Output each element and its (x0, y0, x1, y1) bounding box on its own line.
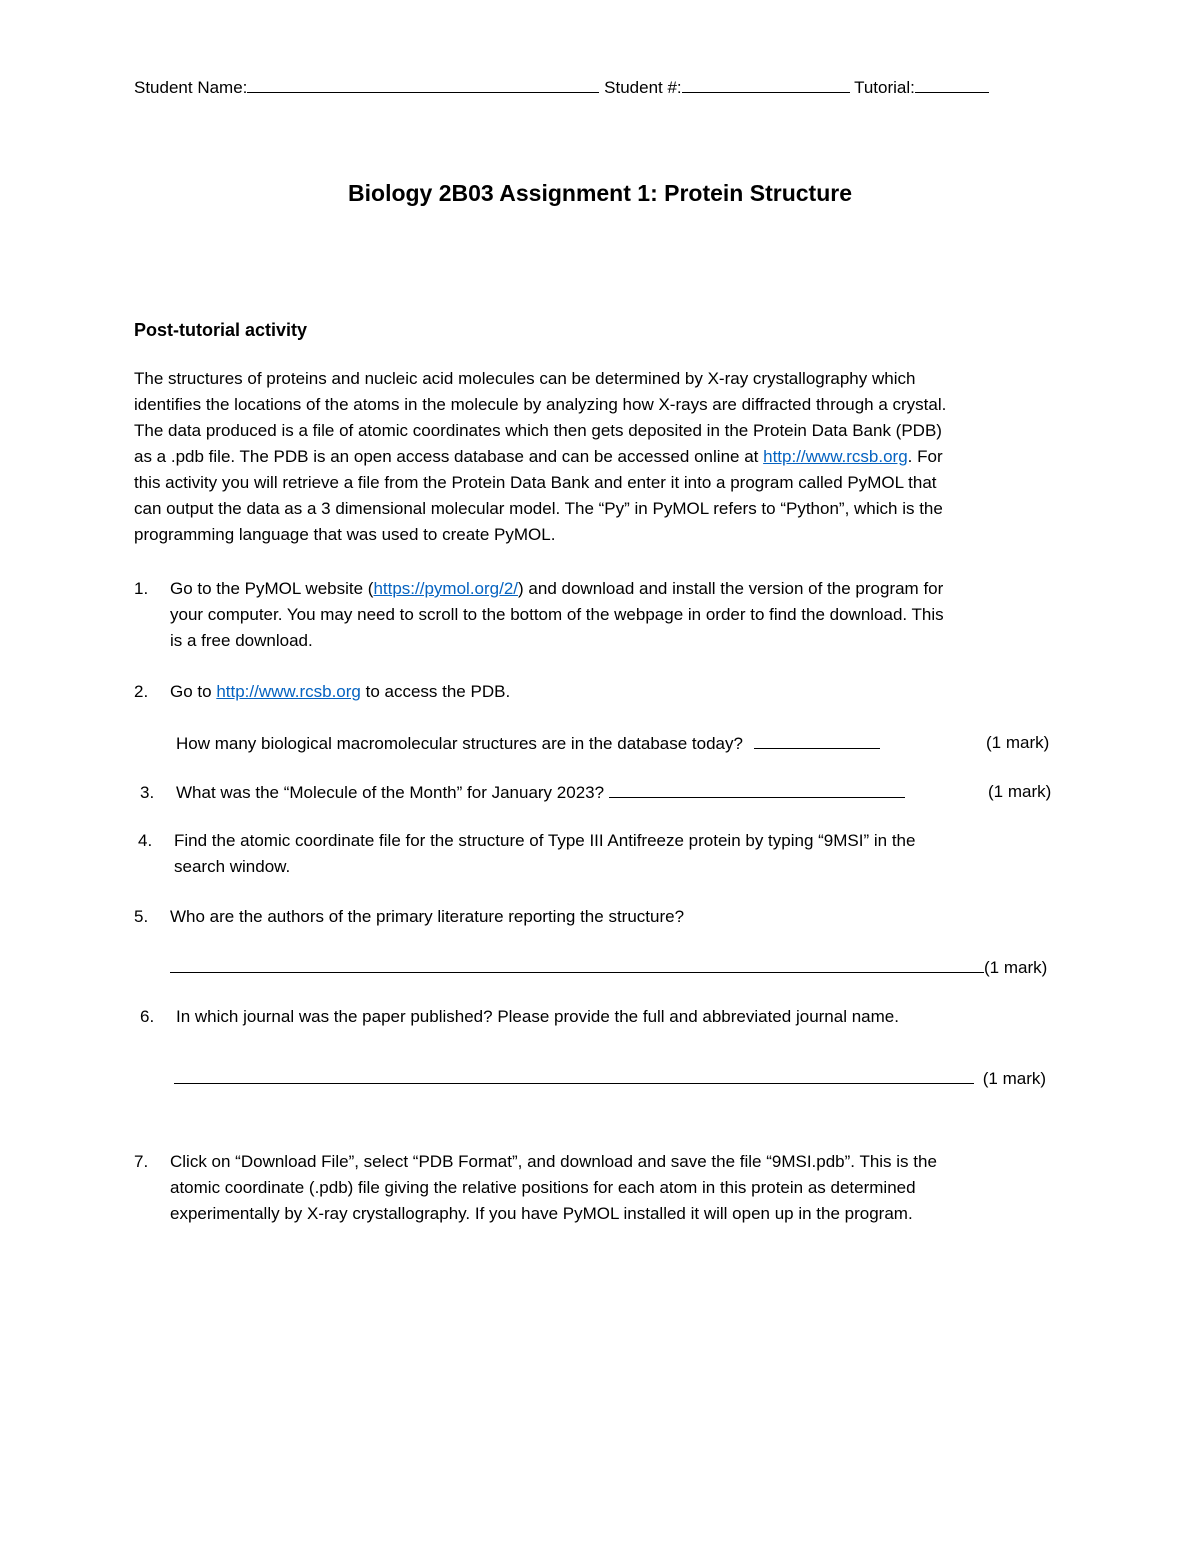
mark-label: (1 mark) (988, 782, 1052, 801)
item-text: Find the atomic coordinate file for the structure of Type III Antifreeze protein by typing “9MSI” in the (174, 831, 916, 850)
intro-line: this activity you will retrieve a file from the Protein Data Bank and enter it into a program called PyMOL that (134, 473, 937, 492)
list-item-q1 (134, 576, 943, 602)
list-item-q5 (134, 904, 684, 930)
intro-line: can output the data as a 3 dimensional molecular model. The “Py” in PyMOL refers to “Python”, which is the (134, 499, 943, 518)
student-number-label: Student #: (604, 78, 682, 97)
item-text: ) and download and install the version of the program for (518, 579, 944, 598)
list-item-q7-cont (170, 1175, 916, 1227)
item-number: 7. (134, 1152, 149, 1171)
item-text: atomic coordinate (.pdb) file giving the relative positions for each atom in this protein as determined (170, 1178, 916, 1197)
mark-label: (1 mark) (986, 733, 1050, 752)
intro-line (134, 444, 946, 470)
section-heading: Post-tutorial activity (134, 320, 308, 340)
student-name-field[interactable] (247, 74, 599, 93)
intro-line: The data produced is a file of atomic coordinates which then gets deposited in the Protein Data Bank (PDB) (134, 421, 942, 440)
item-number: 5. (134, 907, 149, 926)
item-text: Go to (170, 682, 217, 701)
student-name-label: Student Name: (134, 78, 248, 97)
list-item-q2 (134, 679, 510, 705)
item-text: search window. (174, 857, 291, 876)
answer-blank[interactable] (754, 730, 880, 749)
answer-blank[interactable] (170, 954, 984, 973)
list-item-q7 (134, 1149, 937, 1175)
intro-line: programming language that was used to create PyMOL. (134, 525, 556, 544)
item-number: 4. (138, 831, 153, 850)
q5-answer (170, 954, 1047, 981)
item-text: experimentally by X-ray crystallography. If you have PyMOL installed it will open up in the program. (170, 1204, 913, 1223)
student-header (134, 74, 989, 101)
intro-text: . For (907, 447, 943, 466)
item-number: 6. (140, 1007, 155, 1026)
list-item-q6 (140, 1004, 899, 1030)
answer-blank[interactable] (174, 1065, 974, 1084)
item-text: is a free download. (170, 631, 313, 650)
item-number: 3. (140, 783, 155, 802)
intro-line: identifies the locations of the atoms in the molecule by analyzing how X-rays are diffracted through a crystal. (134, 395, 947, 414)
list-item-q1-cont (170, 602, 944, 654)
answer-blank[interactable] (609, 779, 905, 798)
rcsb-link[interactable]: http://www.rcsb.org (216, 682, 361, 701)
question-text: Who are the authors of the primary literature reporting the structure? (170, 907, 685, 926)
student-number-field[interactable] (682, 74, 850, 93)
item-text: to access the PDB. (360, 682, 511, 701)
rcsb-link[interactable]: http://www.rcsb.org (763, 447, 908, 466)
intro-paragraph (134, 366, 946, 548)
item-number: 2. (134, 682, 149, 701)
intro-line: The structures of proteins and nucleic acid molecules can be determined by X-ray crystallography which (134, 369, 916, 388)
question-text: What was the “Molecule of the Month” for January 2023? (176, 783, 605, 802)
pymol-link[interactable]: https://pymol.org/2/ (373, 579, 519, 598)
q2-question (176, 730, 880, 757)
item-number: 1. (134, 579, 149, 598)
list-item-q4 (138, 828, 915, 854)
mark-label: (1 mark) (982, 1069, 1047, 1088)
tutorial-label: Tutorial: (854, 78, 915, 97)
mark-label: (1 mark) (984, 958, 1048, 977)
item-text: Click on “Download File”, select “PDB Format”, and download and save the file “9MSI.pdb”. This is the (170, 1152, 937, 1171)
page-title: Biology 2B03 Assignment 1: Protein Structure (348, 180, 852, 206)
question-text: In which journal was the paper published? Please provide the full and abbreviated journal name. (176, 1007, 899, 1026)
question-text: How many biological macromolecular structures are in the database today? (176, 734, 743, 753)
item-text: your computer. You may need to scroll to the bottom of the webpage in order to find the download. This (170, 605, 944, 624)
tutorial-field[interactable] (915, 74, 989, 93)
item-text: Go to the PyMOL website ( (170, 579, 374, 598)
q6-answer (174, 1065, 1046, 1092)
list-item-q3 (140, 779, 905, 806)
intro-text: as a .pdb file. The PDB is an open access database and can be accessed online at (134, 447, 764, 466)
